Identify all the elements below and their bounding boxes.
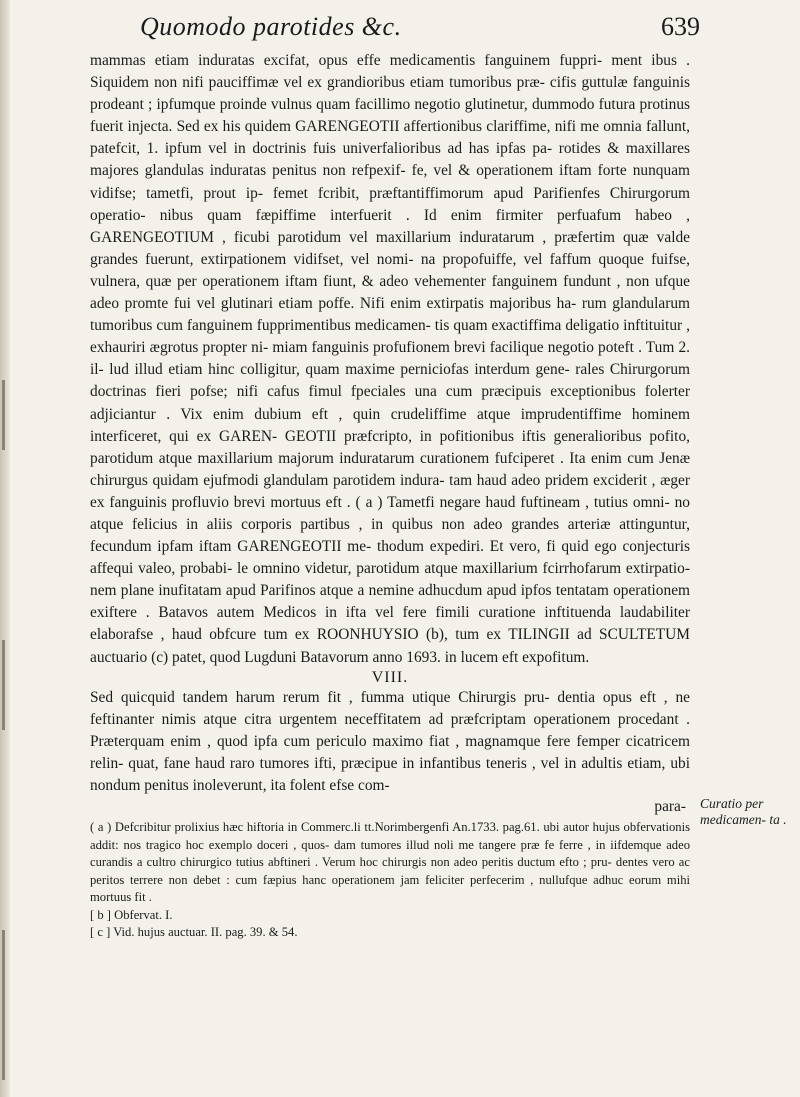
book-gutter bbox=[0, 0, 10, 1097]
page-number: 639 bbox=[661, 12, 700, 41]
footnote-b: [ b ] Obfervat. I. bbox=[90, 907, 173, 922]
catchword: para- bbox=[654, 798, 686, 816]
main-text bbox=[90, 50, 690, 817]
footnote-a: ( a ) Defcribitur prolixius hæc hiftoria in Commerc.li tt.Norimbergenfi An.1733. pag.61. ubi autor hujus obfervationis addit: nos tragico hoc exemplo doceri , quos- dam tumores illud noli me tangere præ fe ferre , in iifdemque adeo curandis a cultro chirurgico tutius abftineri . Verum hoc chirurgis non adeo peritis ductum efto ; pru- dentes vero ac peritos terrere non debet : cum fæpius hanc operationem jam feliciter perfecerim , nullufque adhuc eorum mihi mortuus fit . bbox=[90, 820, 690, 905]
footnotes bbox=[90, 819, 690, 942]
running-head: Quomodo parotides &c. bbox=[140, 12, 402, 41]
page-header bbox=[90, 10, 700, 46]
section-number: VIII. bbox=[371, 668, 409, 686]
gutter-shadow bbox=[2, 930, 5, 1080]
margin-note: Curatio per medicamen- ta . bbox=[700, 796, 787, 827]
gutter-shadow bbox=[2, 380, 5, 450]
book-page bbox=[90, 10, 700, 942]
paragraph-intro: mammas etiam induratas excifat, opus effe medicamentis fanguinem fuppri- ment ibus . Siquidem non nifi pauciffimæ vel ex grandioribus etiam tumoribus præ- cifis guttulæ fanguinis prodeant ; ipfumque proinde vulnus quam facillimo negotio glutinetur, dummodo futura protinus fuerit injecta. Sed ex his quidem GARENGEOTII affertionibus clariffime, nifi me omnia fallunt, patefcit, 1. ipfum vel in doctrinis fuis univerfalioribus ad has ipfas pa- rotides & maxillares majores glandulas induratas penitus non refpexif- fe, vel & operationem iftam forte nunquam vidifse; tametfi, prout ip- femet fcribit, præftantiffimorum apud Parifienfes Chirurgorum operatio- nibus quam fæpiffime interfuerit . Id enim firmiter perfuafum habeo , GARENGEOTIUM , ficubi parotidum vel maxillarium induratarum , præfertim quæ valde grandes fuerunt, extirpationem vidifset, vel nomi- na propofuiffe, vel faffum quoque fuifse, vulnera, quæ per operationem iftam fiunt, & adeo vehementer fanguinem fundunt , non ufque adeo promte fui vel glutinari etiam poffe. Nifi enim extirpatis majoribus ha- rum glandularum tumoribus cum fanguinem fupprimentibus medicamen- tis quam exactiffima deligatio inftituitur , exhauriri ægrotus propter ni- miam fanguinis profufionem brevi facilique negotio poteft . Tum 2. il- lud illud etiam hinc colligitur, quam maxime perniciofas interdum gene- rales Chirurgorum doctrinas fieri pofse; nifi cafus fimul fpeciales una cum præcipuis exceptionibus folerter adjiciantur . Vix enim dubium eft , quin crudeliffime atque imprudentiffime hominem interficeret, qui ex GAREN- GEOTII præfcripto, in pofitionibus iftis generalioribus pofito, parotidum atque maxillarium majorum induratarum curationem fufciperet . Ita enim cum Jenæ chirurgus quidam ejufmodi glandulam parotidem indura- tam haud adeo pridem exciderit , æger ex fanguinis profluvio brevi mortuus eft . ( a ) Tametfi negare haud fuftineam , tutius omni- no atque felicius in aliis corporis partibus , in quibus non adeo grandes arteriæ attinguntur, fecundum ipfam iftam GARENGEOTII me- thodum expediri. Et vero, fi quid ego conjecturis affequi valeo, probabi- le omnino videtur, parotidum atque maxillarium fcirrhofarum extirpatio- nem plane inufitatam apud Parifinos atque a nemine adhucdum apud ipfos tentatam operationem exiftere . Batavos autem Medicos in ifta vel fere fimili curatione inftituenda laudabiliter elaborafse , haud obfcure tum ex ROONHUYSIO (b), tum ex TILINGII ad SCULTETUM auctuario (c) patet, quod Lugduni Batavorum anno 1693. in lucem eft expofitum. bbox=[90, 52, 690, 666]
footnote-c: [ c ] Vid. hujus auctuar. II. pag. 39. & 54. bbox=[90, 925, 298, 940]
gutter-shadow bbox=[2, 640, 5, 730]
paragraph-section: Sed quicquid tandem harum rerum fit , fumma utique Chirurgis pru- dentia opus eft , ne feftinanter nimis atque citra urgentem neceffitatem ad præfcriptam operationem procedant . Præterquam enim , quod ipfa cum periculo maximo fiat , magnamque fere femper cicatricem relin- quat, fane haud raro tumores ifti, præcipue in infantibus teneris , vel in adultis etiam, ubi nondum penitus inoleverunt, ita folent efse com- bbox=[90, 688, 690, 794]
